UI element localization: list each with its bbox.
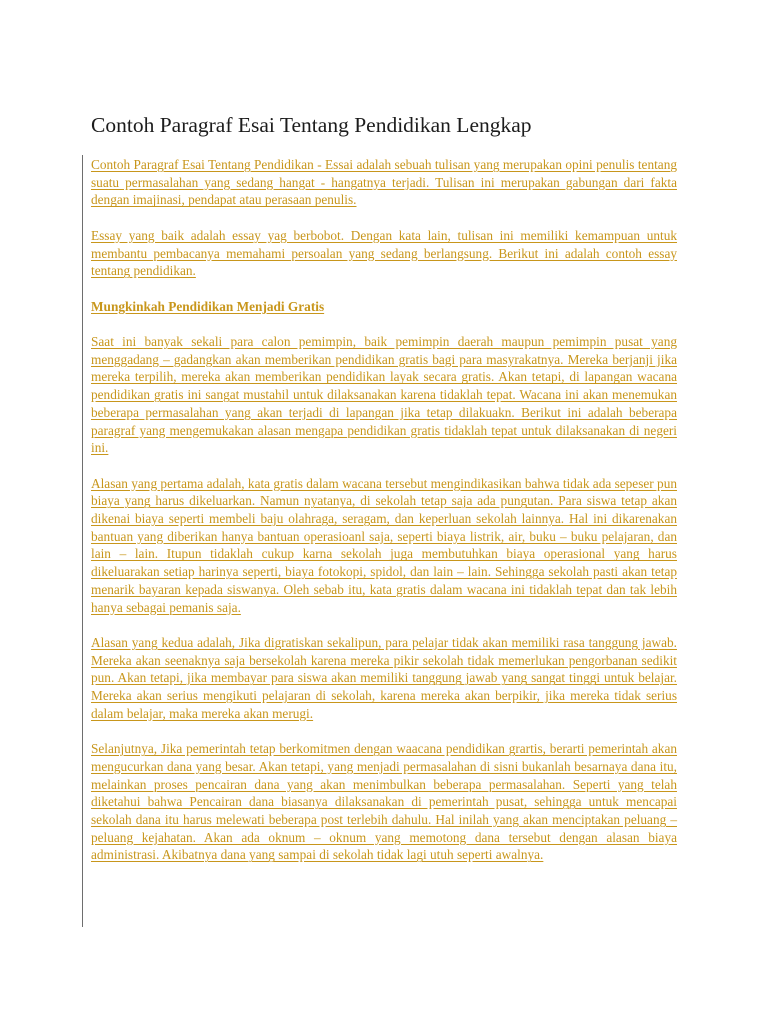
page-title: Contoh Paragraf Esai Tentang Pendidikan Lengkap — [91, 113, 532, 137]
section-heading[interactable]: Mungkinkah Pendidikan Menjadi Gratis — [91, 298, 325, 314]
intro-paragraph-1[interactable]: Contoh Paragraf Esai Tentang Pendidikan - Essai adalah sebuah tulisan yang merupakan opini penulis tentang suatu permasalahan yang sedang hangat - hangatnya terjadi. Tulisan ini merupakan gabungan dari fakta dengan imajinasi, pendapat atau perasaan penulis. — [91, 157, 677, 208]
section-paragraph-3[interactable]: Alasan yang kedua adalah, Jika digratiskan sekalipun, para pelajar tidak akan memiliki rasa tanggung jawab. Mereka akan seenaknya saja bersekolah karena mereka pikir sekolah tidak memerlukan pengorbanan sedikit pun. Akan tetapi, jika membayar para siswa akan memiliki tanggung jawab yang sangat tinggi untuk belajar. Mereka akan serius mengikuti pelajaran di sekolah, karena mereka akan berpikir, jika mereka tidak serius dalam belajar, maka mereka akan merugi. — [91, 634, 677, 721]
intro-paragraph-2[interactable]: Essay yang baik adalah essay yag berbobot. Dengan kata lain, tulisan ini memiliki kemampuan untuk membantu pembacanya memahami persoalan yang sedang berlangsung. Berikut ini adalah contoh essay tentang pendidikan. — [91, 227, 677, 279]
section-paragraph-1[interactable]: Saat ini banyak sekali para calon pemimpin, baik pemimpin daerah maupun pemimpin pusat yang menggadang – gadangkan akan memberikan pendidikan gratis bagi para masyrakatnya. Mereka berjanji jika mereka terpilih, mereka akan memberikan pendidikan layak secara gratis. Akan tetapi, di lapangan wacana pendidikan gratis ini sangat mustahil untuk dilaksanakan karena tidaklah tepat. Wacana ini akan menemukan beberapa permasalahan yang akan terjadi di lapangan jika tetap dilakuakn. Berikut ini adalah beberapa paragraf yang mengemukakan alasan mengapa pendidikan gratis tidaklah tepat untuk dilaksanakan di negeri ini. — [91, 333, 677, 456]
article-body — [91, 156, 677, 882]
margin-rule — [82, 155, 83, 927]
section-paragraph-2[interactable]: Alasan yang pertama adalah, kata gratis dalam wacana tersebut mengindikasikan bahwa tidak ada sepeser pun biaya yang harus dikeluarkan. Namun nyatanya, di sekolah tetap saja ada pungutan. Para siswa tetap akan dikenai biaya seperti membeli baju olahraga, seragam, dan keperluan sekolah lainnya. Hal ini dikarenakan bantuan yang diberikan hanya bantuan operasioanl saja, seperti biaya listrik, air, buku – buku pelajaran, dan lain – lain. Itupun tidaklah cukup karna sekolah juga membutuhkan biaya operasional yang harus dikeluarakan setiap harinya seperti, biaya fotokopi, spidol, dan lain – lain. Sehingga sekolah pasti akan tetap menarik bayaran kepada siswanya. Oleh sebab itu, kata gratis dalam wacana ini tidaklah tepat dan tak lebih hanya sebagai pemanis saja. — [91, 475, 677, 615]
section-paragraph-4[interactable]: Selanjutnya, Jika pemerintah tetap berkomitmen dengan waacana pendidikan grartis, berarti pemerintah akan mengucurkan dana yang besar. Akan tetapi, yang menjadi permasalahan di sisni bukanlah besarnaya dana itu, melainkan proses pencairan dana yang akan menimbulkan beberapa permasalahan. Seperti yang telah diketahui bahwa Pencairan dana biasanya dilaksanakan di pemerintah pusat, sehingga untuk mencapai sekolah dana itu harus melewati beberapa post terlebih dahulu. Hal inilah yang akan menciptakan peluang – peluang kejahatan. Akan ada oknum – oknum yang memotong dana tersebut dengan alasan biaya administrasi. Akibatnya dana yang sampai di sekolah tidak lagi utuh seperti awalnya. — [91, 741, 677, 863]
